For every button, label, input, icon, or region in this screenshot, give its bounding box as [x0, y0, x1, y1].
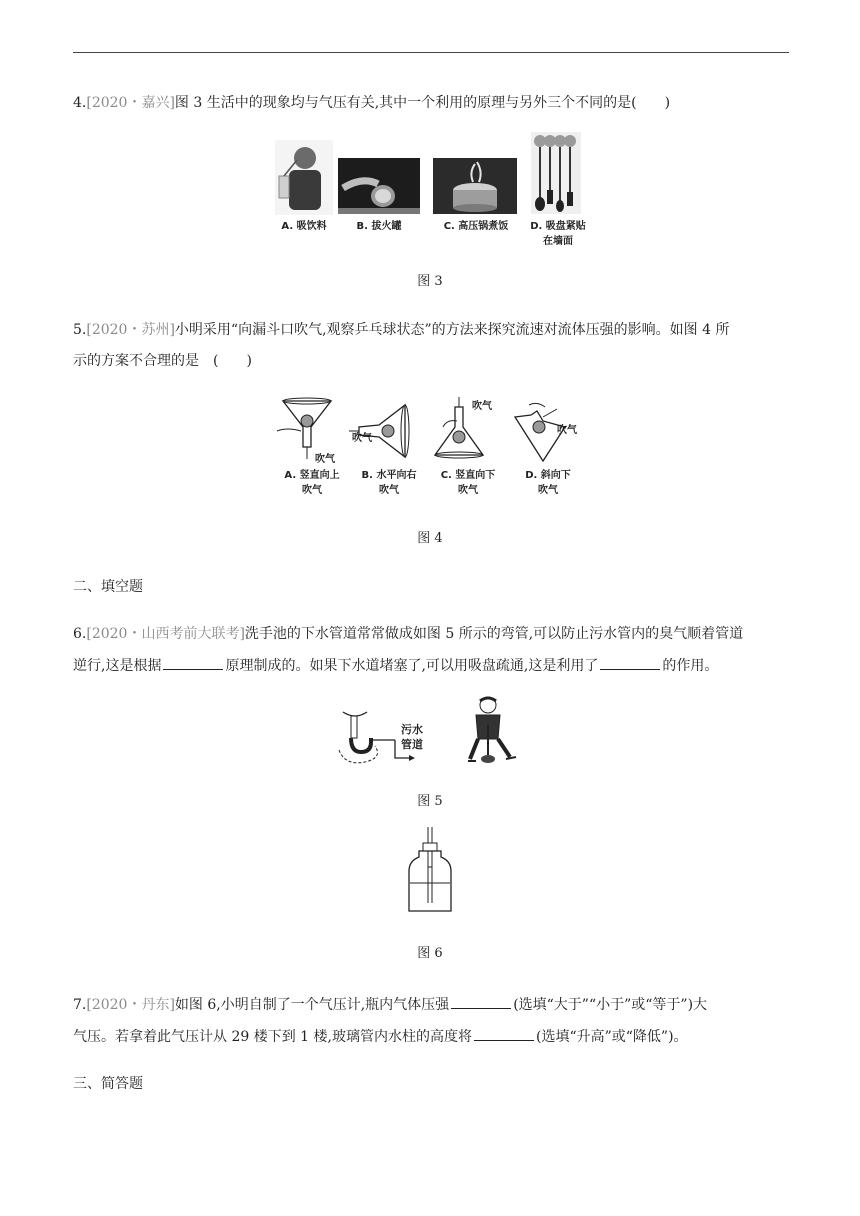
question-source: [2020・苏州]	[86, 322, 175, 338]
blow-label-c: 吹气	[472, 401, 492, 412]
answer-blank[interactable]	[474, 1026, 534, 1041]
question-5-text-line2: 示的方案不合理的是 ( )	[73, 353, 252, 369]
question-text: 如图 6,小明自制了一个气压计,瓶内气体压强	[174, 997, 450, 1013]
option-a	[272, 468, 352, 498]
figure-4-caption: 图 4	[417, 531, 443, 546]
question-text: 图 3 生活中的现象均与气压有关,其中一个利用的原理与另外三个不同的是( )	[174, 95, 671, 111]
barometer-bottle-diagram	[405, 827, 455, 917]
figure-6-caption: 图 6	[417, 946, 443, 961]
question-source: [2020・丹东]	[86, 997, 175, 1013]
blow-label-d: 吹气	[557, 425, 577, 436]
photo-pressure-cooker	[433, 158, 517, 214]
fig5-label-pipe: 管道	[401, 738, 423, 751]
photo-cupping	[338, 158, 420, 214]
answer-blank[interactable]	[163, 655, 223, 670]
photo-suction-hooks	[531, 132, 581, 214]
fig5-label-sewage: 污水	[401, 723, 423, 736]
header-rule	[73, 52, 789, 53]
question-text: (选填“大于”“小于”或“等于”)大	[513, 997, 708, 1013]
figure-5-caption: 图 5	[417, 794, 443, 809]
question-number: 7.	[73, 997, 87, 1013]
question-source: [2020・山西考前大联考]	[86, 626, 245, 642]
question-text: 气压。若拿着此气压计从 29 楼下到 1 楼,玻璃管内水柱的高度将	[73, 1029, 472, 1045]
option-d-line2: 吹气	[538, 485, 558, 496]
question-number: 6.	[73, 626, 87, 642]
plunger-person-illustration	[462, 695, 522, 767]
question-source: [2020・嘉兴]	[86, 95, 175, 111]
option-a-line2: 吹气	[302, 485, 322, 496]
question-number: 5.	[73, 322, 87, 338]
question-6-line2	[73, 647, 793, 685]
question-text: (选填“升高”或“降低”)。	[535, 1029, 688, 1045]
section-heading-short-answer: 三、简答题	[73, 1076, 143, 1092]
question-4	[73, 84, 793, 122]
option-d-label: D. 吸盘紧贴	[530, 221, 586, 232]
question-text: 原理制成的。如果下水道堵塞了,可以用吸盘疏通,这是利用了	[225, 658, 599, 674]
option-d-label-line2: 在墙面	[543, 236, 573, 247]
blow-label-b: 吹气	[352, 433, 372, 444]
question-number: 4.	[73, 95, 87, 111]
answer-blank[interactable]	[451, 994, 511, 1009]
blow-label-a: 吹气	[315, 454, 335, 465]
figure-3-caption: 图 3	[417, 274, 443, 289]
option-b-line1: B. 水平向右	[361, 470, 417, 481]
option-b	[352, 468, 426, 498]
option-d-line1: D. 斜向下	[525, 470, 571, 481]
question-text: 洗手池的下水管道常常做成如图 5 所示的弯管,可以防止污水管内的臭气顺着管道	[244, 626, 744, 642]
option-a-line1: A. 竖直向上	[284, 470, 340, 481]
photo-drinking-straw	[275, 140, 333, 215]
question-text: 小明采用“向漏斗口吹气,观察乒乓球状态”的方法来探究流速对流体压强的影响。如图 4 所	[174, 322, 730, 338]
option-b-line2: 吹气	[379, 485, 399, 496]
option-c-line2: 吹气	[458, 485, 478, 496]
option-b-label: B. 拔火罐	[356, 221, 402, 232]
option-d	[512, 468, 584, 498]
question-7-line2	[73, 1018, 793, 1056]
option-c-line1: C. 竖直向下	[440, 470, 496, 481]
funnel-a	[277, 398, 331, 459]
section-heading-fill-in: 二、填空题	[73, 579, 143, 595]
answer-blank[interactable]	[600, 655, 660, 670]
question-text: 的作用。	[662, 658, 719, 674]
option-c	[428, 468, 508, 498]
question-text: 逆行,这是根据	[73, 658, 162, 674]
option-a-label: A. 吸饮料	[281, 221, 327, 232]
option-c-label: C. 高压锅煮饭	[443, 221, 509, 232]
